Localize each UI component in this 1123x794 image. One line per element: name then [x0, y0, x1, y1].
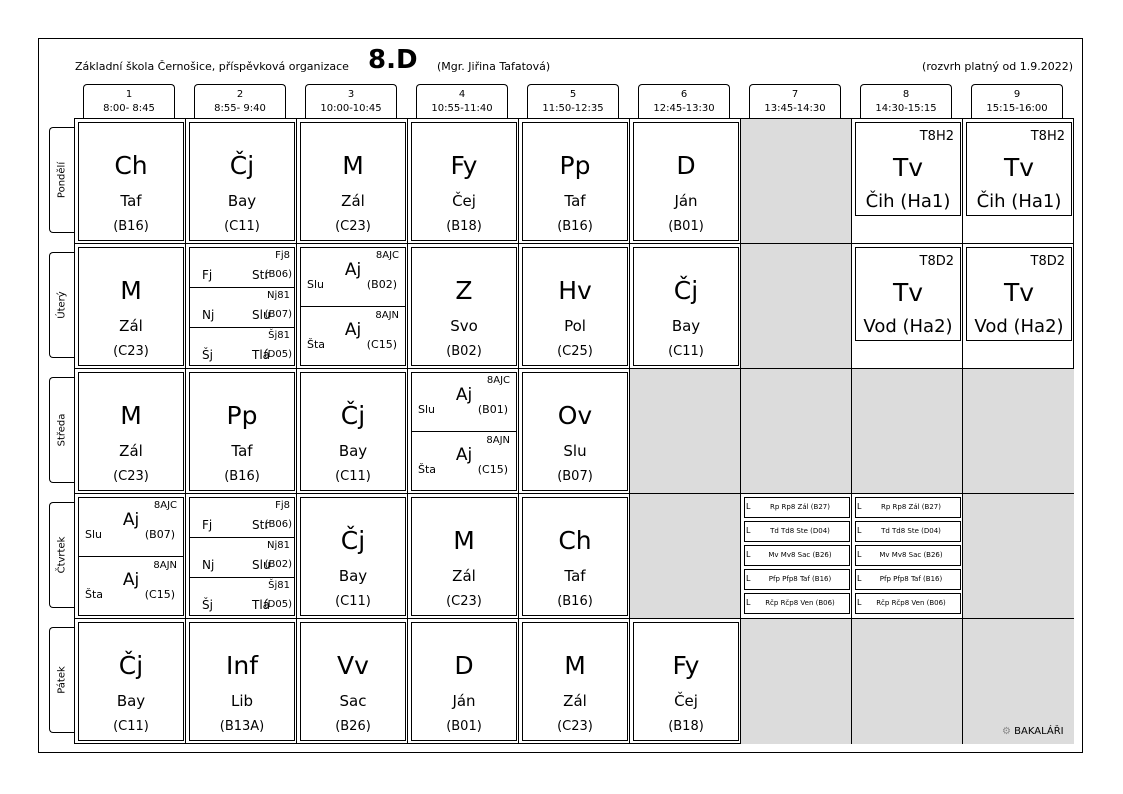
period-number: 7: [791, 89, 799, 100]
lesson-teacher: Šta: [418, 463, 437, 476]
lesson-subject: Čj: [340, 526, 366, 555]
lesson-card[interactable]: [78, 622, 184, 741]
grid-cell: [741, 619, 852, 744]
period-time: 10:00-10:45: [320, 103, 382, 114]
lesson-room: (B01): [477, 403, 508, 416]
lesson-teacher: Taf: [564, 567, 586, 585]
day-label: Čtvrtek: [56, 536, 68, 574]
lesson-teacher: Bay: [338, 567, 368, 585]
lesson-group: T8H2: [1030, 129, 1065, 144]
grid-cell: [852, 369, 963, 494]
validity-date: (rozvrh platný od 1.9.2022): [922, 60, 1073, 73]
elective-item[interactable]: [855, 569, 961, 590]
school-name: Základní škola Černošice, příspěvková organizace: [75, 60, 349, 73]
group-lesson[interactable]: [190, 538, 294, 578]
day-tab: [49, 502, 74, 608]
lesson-teacher: Str: [252, 268, 270, 282]
lesson-teacher: Tlá: [252, 598, 271, 612]
lesson-subject: Aj: [455, 445, 473, 465]
lesson-room: (B07): [557, 469, 593, 484]
elective-item[interactable]: [855, 593, 961, 614]
elective-mark: L: [746, 550, 751, 559]
grid-cell: [963, 369, 1074, 494]
lesson-subject: Tv: [1003, 278, 1035, 307]
pe-lesson-card[interactable]: [966, 122, 1072, 216]
lesson-room: (B18): [446, 219, 482, 234]
period-header: [83, 84, 175, 118]
lesson-teacher: Taf: [231, 442, 253, 460]
day-tab: [49, 377, 74, 483]
split-lesson-card[interactable]: [189, 497, 295, 616]
elective-item[interactable]: [744, 545, 850, 566]
lesson-card[interactable]: [78, 247, 184, 366]
lesson-subject: Fy: [450, 151, 478, 180]
period-number: 9: [1013, 89, 1021, 100]
lesson-card[interactable]: [300, 372, 406, 491]
lesson-room: (B07): [144, 528, 175, 541]
group-lesson[interactable]: [190, 248, 294, 288]
lesson-card[interactable]: [189, 372, 295, 491]
grid-cell: [741, 119, 852, 244]
lesson-teacher: Ján: [674, 192, 698, 210]
lesson-teacher: Slu: [563, 442, 587, 460]
lesson-group: 8AJN: [153, 560, 177, 571]
lesson-group: 8AJN: [486, 435, 510, 446]
group-lesson[interactable]: [412, 433, 516, 492]
elective-text: Mv Mv8 Sac (B26): [768, 551, 832, 559]
period-header: [305, 84, 397, 118]
timetable-grid: [74, 118, 1074, 744]
lesson-group: T8D2: [1030, 254, 1065, 269]
elective-item[interactable]: [744, 497, 850, 518]
lesson-teacher: Slu: [85, 528, 103, 541]
elective-text: Mv Mv8 Sac (B26): [879, 551, 943, 559]
logo-text: BAKALÁŘI: [1014, 726, 1064, 737]
period-header: [416, 84, 508, 118]
lesson-subject: Aj: [344, 320, 362, 340]
period-header: [971, 84, 1063, 118]
lesson-room: (C23): [113, 344, 149, 359]
elective-mark: L: [857, 574, 862, 583]
lesson-card[interactable]: [411, 497, 517, 616]
elective-mark: L: [857, 598, 862, 607]
lesson-teacher: Slu: [252, 558, 271, 572]
class-teacher: (Mgr. Jiřina Tafatová): [437, 60, 551, 73]
elective-text: Rčp Rčp8 Ven (B06): [765, 599, 835, 607]
lesson-room: (D05): [263, 349, 292, 360]
lesson-teacher: Čej: [452, 192, 476, 210]
lesson-room: (C23): [557, 719, 593, 734]
lesson-subject: Čj: [229, 151, 255, 180]
lesson-subject: Aj: [122, 570, 140, 590]
lesson-subject: Inf: [225, 651, 259, 680]
period-time: 8:00- 8:45: [103, 103, 155, 114]
period-number: 3: [347, 89, 355, 100]
lesson-subject: M: [120, 401, 142, 430]
grid-cell: [741, 244, 852, 369]
lesson-subject: Čj: [340, 401, 366, 430]
split-lesson-card[interactable]: [189, 247, 295, 366]
lesson-group: Fj8: [275, 500, 290, 511]
lesson-room: (C23): [113, 469, 149, 484]
period-number: 2: [236, 89, 244, 100]
lesson-subject: Šj: [202, 598, 213, 612]
elective-text: Pfp Pfp8 Taf (B16): [879, 575, 943, 583]
lesson-card[interactable]: [78, 372, 184, 491]
lesson-teacher: Lib: [230, 692, 254, 710]
day-label: Pátek: [56, 666, 68, 694]
group-lesson[interactable]: [412, 373, 516, 432]
lesson-card[interactable]: [633, 122, 739, 241]
elective-mark: L: [746, 502, 751, 511]
lesson-teacher: Zál: [119, 442, 143, 460]
elective-item[interactable]: [744, 569, 850, 590]
lesson-group: Nj81: [267, 290, 290, 301]
elective-item[interactable]: [855, 497, 961, 518]
lesson-teacher: Šta: [85, 588, 104, 601]
lesson-card[interactable]: [633, 247, 739, 366]
lesson-room: (B26): [335, 719, 371, 734]
lesson-subject: Ch: [114, 151, 148, 180]
lesson-card[interactable]: [189, 122, 295, 241]
lesson-teacher: Šta: [307, 338, 326, 351]
lesson-subject: Aj: [122, 510, 140, 530]
elective-text: Pfp Pfp8 Taf (B16): [768, 575, 832, 583]
grid-cell: [741, 369, 852, 494]
lesson-room: (B02): [446, 344, 482, 359]
lesson-teacher: Zál: [563, 692, 587, 710]
elective-text: Td Td8 Ste (D04): [881, 527, 941, 535]
period-number: 6: [680, 89, 688, 100]
elective-mark: L: [857, 550, 862, 559]
lesson-teacher: Tlá: [252, 348, 271, 362]
lesson-card[interactable]: [522, 622, 628, 741]
lesson-subject: M: [453, 526, 475, 555]
elective-text: Rp Rp8 Zál (B27): [770, 503, 830, 511]
lesson-room: (C23): [446, 594, 482, 609]
lesson-teacher: Zál: [341, 192, 365, 210]
elective-text: Rčp Rčp8 Ven (B06): [876, 599, 946, 607]
elective-text: Rp Rp8 Zál (B27): [881, 503, 941, 511]
day-tab: [49, 627, 74, 733]
lesson-room: (C11): [224, 219, 260, 234]
lesson-room: (B13A): [219, 719, 265, 734]
group-lesson[interactable]: [190, 328, 294, 368]
lesson-subject: Aj: [344, 260, 362, 280]
elective-text: Td Td8 Ste (D04): [770, 527, 830, 535]
lesson-room: (B16): [224, 469, 260, 484]
period-header: [749, 84, 841, 118]
grid-cell: [630, 494, 741, 619]
elective-item[interactable]: [855, 545, 961, 566]
lesson-room: (B16): [557, 594, 593, 609]
lesson-room: (B07): [264, 309, 292, 320]
lesson-subject: Čj: [118, 651, 144, 680]
grid-cell: [963, 494, 1074, 619]
lesson-card[interactable]: [411, 122, 517, 241]
gear-icon: ⚙: [1002, 726, 1011, 737]
lesson-room: (C11): [335, 594, 371, 609]
lesson-room: (C15): [477, 463, 508, 476]
lesson-teacher-room: Vod (Ha2): [863, 316, 953, 337]
group-lesson[interactable]: [190, 578, 294, 618]
lesson-card[interactable]: [522, 247, 628, 366]
class-title: 8.D: [368, 45, 418, 75]
lesson-room: (B16): [557, 219, 593, 234]
lesson-subject: Nj: [202, 558, 215, 572]
period-header: [527, 84, 619, 118]
lesson-teacher: Čej: [674, 692, 698, 710]
lesson-teacher: Taf: [564, 192, 586, 210]
lesson-subject: Pp: [226, 401, 258, 430]
lesson-subject: Ch: [558, 526, 592, 555]
elective-mark: L: [746, 598, 751, 607]
lesson-card[interactable]: [300, 497, 406, 616]
group-lesson[interactable]: [301, 248, 405, 307]
day-tab: [49, 127, 74, 233]
grid-cell: [852, 619, 963, 744]
lesson-subject: Tv: [1003, 153, 1035, 182]
lesson-subject: Ov: [557, 401, 593, 430]
lesson-group: Nj81: [267, 540, 290, 551]
period-header: [860, 84, 952, 118]
lesson-teacher: Bay: [338, 442, 368, 460]
lesson-teacher: Slu: [418, 403, 436, 416]
lesson-card[interactable]: [411, 247, 517, 366]
lesson-card[interactable]: [411, 622, 517, 741]
day-label: Pondělí: [56, 161, 68, 199]
lesson-room: (B06): [264, 519, 292, 530]
period-time: 12:45-13:30: [653, 103, 715, 114]
lesson-subject: M: [564, 651, 586, 680]
lesson-room: (C25): [557, 344, 593, 359]
elective-item[interactable]: [855, 521, 961, 542]
lesson-room: (C15): [144, 588, 175, 601]
elective-mark: L: [746, 574, 751, 583]
split-lesson-card[interactable]: [411, 372, 517, 491]
period-time: 11:50-12:35: [542, 103, 604, 114]
lesson-teacher: Sac: [339, 692, 367, 710]
period-number: 8: [902, 89, 910, 100]
grid-cell: [630, 369, 741, 494]
pe-lesson-card[interactable]: [855, 122, 961, 216]
lesson-subject: D: [676, 151, 696, 180]
lesson-teacher: Bay: [227, 192, 257, 210]
lesson-group: 8AJC: [375, 250, 399, 261]
lesson-group: 8AJN: [375, 310, 399, 321]
group-lesson[interactable]: [190, 288, 294, 328]
lesson-teacher-room: Čih (Ha1): [976, 191, 1062, 212]
period-time: 8:55- 9:40: [214, 103, 266, 114]
split-lesson-card[interactable]: [300, 247, 406, 366]
lesson-subject: Tv: [892, 278, 924, 307]
period-time: 14:30-15:15: [875, 103, 937, 114]
lesson-room: (C23): [335, 219, 371, 234]
lesson-group: Fj8: [275, 250, 290, 261]
lesson-teacher: Slu: [307, 278, 325, 291]
lesson-card[interactable]: [300, 622, 406, 741]
lesson-group: T8D2: [919, 254, 954, 269]
lesson-subject: Fy: [672, 651, 700, 680]
lesson-teacher: Zál: [452, 567, 476, 585]
lesson-room: (B02): [264, 559, 292, 570]
lesson-group: Šj81: [268, 580, 290, 591]
bakalari-logo: [1002, 726, 1064, 737]
lesson-group: Šj81: [268, 330, 290, 341]
elective-mark: L: [857, 526, 862, 535]
lesson-room: (B06): [264, 269, 292, 280]
lesson-room: (C11): [335, 469, 371, 484]
lesson-subject: Hv: [558, 276, 592, 305]
lesson-card[interactable]: [300, 122, 406, 241]
lesson-subject: Šj: [202, 348, 213, 362]
elective-list: [744, 497, 850, 617]
pe-lesson-card[interactable]: [966, 247, 1072, 341]
lesson-subject: Čj: [673, 276, 699, 305]
lesson-teacher: Str: [252, 518, 270, 532]
period-number: 1: [125, 89, 133, 100]
lesson-teacher: Ján: [452, 692, 476, 710]
elective-item[interactable]: [744, 593, 850, 614]
period-time: 13:45-14:30: [764, 103, 826, 114]
period-time: 10:55-11:40: [431, 103, 493, 114]
period-number: 4: [458, 89, 466, 100]
elective-list: [855, 497, 961, 617]
lesson-subject: M: [342, 151, 364, 180]
period-header: [638, 84, 730, 118]
lesson-subject: Aj: [455, 385, 473, 405]
lesson-room: (C11): [113, 719, 149, 734]
lesson-teacher: Svo: [450, 317, 478, 335]
lesson-subject: Fj: [202, 268, 213, 282]
group-lesson[interactable]: [79, 498, 183, 557]
lesson-card[interactable]: [189, 622, 295, 741]
period-header: [194, 84, 286, 118]
lesson-teacher-room: Čih (Ha1): [865, 191, 951, 212]
day-label: Úterý: [56, 291, 68, 319]
lesson-teacher: Bay: [116, 692, 146, 710]
lesson-group: 8AJC: [153, 500, 177, 511]
lesson-card[interactable]: [522, 372, 628, 491]
lesson-teacher-room: Vod (Ha2): [974, 316, 1064, 337]
lesson-teacher: Zál: [119, 317, 143, 335]
lesson-subject: Pp: [559, 151, 591, 180]
elective-item[interactable]: [744, 521, 850, 542]
lesson-subject: Z: [455, 276, 473, 305]
lesson-subject: Tv: [892, 153, 924, 182]
group-lesson[interactable]: [190, 498, 294, 538]
lesson-subject: Fj: [202, 518, 213, 532]
lesson-teacher: Taf: [120, 192, 142, 210]
lesson-room: (B01): [668, 219, 704, 234]
period-time: 15:15-16:00: [986, 103, 1048, 114]
lesson-subject: Vv: [337, 651, 369, 680]
elective-mark: L: [857, 502, 862, 511]
lesson-teacher: Slu: [252, 308, 271, 322]
pe-lesson-card[interactable]: [855, 247, 961, 341]
lesson-room: (B02): [366, 278, 397, 291]
lesson-card[interactable]: [633, 622, 739, 741]
lesson-subject: D: [454, 651, 474, 680]
lesson-teacher: Pol: [564, 317, 586, 335]
period-number: 5: [569, 89, 577, 100]
lesson-room: (C15): [366, 338, 397, 351]
day-tab: [49, 252, 74, 358]
lesson-group: T8H2: [919, 129, 954, 144]
lesson-subject: Nj: [202, 308, 215, 322]
lesson-room: (D05): [263, 599, 292, 610]
split-lesson-card[interactable]: [78, 497, 184, 616]
group-lesson[interactable]: [301, 308, 405, 367]
lesson-card[interactable]: [78, 122, 184, 241]
lesson-card[interactable]: [522, 497, 628, 616]
day-label: Středa: [56, 413, 68, 447]
elective-mark: L: [746, 526, 751, 535]
lesson-teacher: Bay: [671, 317, 701, 335]
lesson-room: (B16): [113, 219, 149, 234]
lesson-card[interactable]: [522, 122, 628, 241]
lesson-room: (C11): [668, 344, 704, 359]
lesson-room: (B18): [668, 719, 704, 734]
lesson-room: (B01): [446, 719, 482, 734]
lesson-group: 8AJC: [486, 375, 510, 386]
lesson-subject: M: [120, 276, 142, 305]
group-lesson[interactable]: [79, 558, 183, 617]
